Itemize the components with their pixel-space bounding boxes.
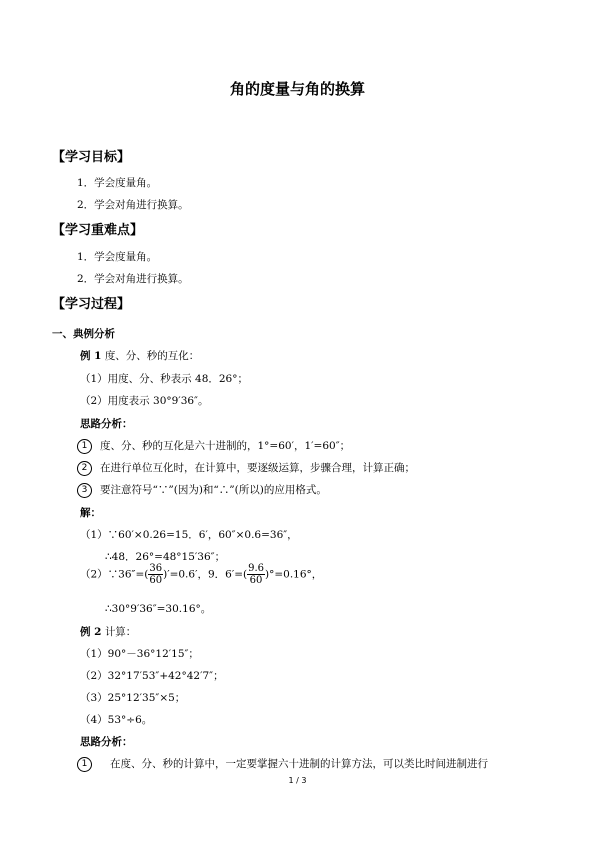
key-item-1: 1．学会度量角。: [77, 251, 158, 263]
circled-number: 1: [77, 757, 92, 772]
goal-item-1: 1．学会度量角。: [77, 177, 158, 189]
example-2-question-1: （1）90°－36°12′15″；: [80, 648, 199, 660]
example-2-question-4: （4）53°÷6。: [80, 714, 153, 726]
section-key-points-heading: 【学习重难点】: [52, 223, 144, 238]
circled-number: 1: [77, 439, 92, 454]
example-2-question-3: （3）25°12′35″×5；: [80, 692, 186, 704]
example-2-label: 例 2: [80, 626, 102, 638]
example-1-question-1: （1）用度、分、秒表示 48．26°；: [80, 373, 248, 385]
example-1-label: 例 1: [80, 350, 102, 362]
example-2-analysis-1: 1 在度、分、秒的计算中，一定要掌握六十进制的计算方法，可以类比时间进制进行: [77, 756, 488, 772]
example-2-line: [80, 624, 136, 639]
example-1-question-2: （2）用度表示 30°9′36″。: [80, 395, 209, 407]
section-process-heading: 【学习过程】: [52, 297, 131, 312]
example-1-analysis-label: 思路分析：: [80, 418, 133, 430]
solution-step-1b: ∴48．26°=48°15′36″；: [105, 551, 226, 563]
page-title: 角的度量与角的换算: [229, 80, 365, 98]
part-one-heading: 一、典例分析: [52, 328, 115, 340]
solution-step-2b: ∴30°9′36″=30.16°。: [105, 603, 212, 615]
section-goals-heading: 【学习目标】: [52, 150, 131, 165]
key-item-2: 2．学会对角进行换算。: [77, 273, 189, 285]
example-1-analysis-3: 3 要注意符号“∵”(因为)和“∴”(所以)的应用格式。: [77, 482, 327, 498]
page-number: 1 / 3: [288, 776, 307, 785]
solution-step-1: （1）∵60′×0.26=15．6′，60″×0.6=36″，: [80, 529, 298, 541]
circled-number: 2: [77, 461, 92, 476]
solution-step-2: （2）∵36″=( $\frac{36}{60}$ )′=0.6′，9．6′=( $\frac{9.6}{60}$ )°=0.16°，: [80, 563, 323, 586]
example-1-desc: 度、分、秒的互化：: [104, 350, 200, 362]
example-2-question-2: （2）32°17′53″+42°42′7″；: [80, 670, 224, 682]
example-1-analysis-2: 2 在进行单位互化时，在计算中，要逐级运算，步骤合理，计算正确；: [77, 460, 415, 476]
circled-number: 3: [77, 483, 92, 498]
example-1-solution-label: 解：: [80, 507, 101, 519]
example-1-analysis-1: 1 度、分、秒的互化是六十进制的，1°=60′，1′=60″；: [77, 438, 350, 454]
fraction: $\frac{9.6}{60}$: [248, 563, 264, 586]
fraction: $\frac{36}{60}$: [149, 563, 163, 586]
goal-item-2: 2．学会对角进行换算。: [77, 199, 189, 211]
example-1-line: [80, 348, 199, 363]
example-2-desc: 计算：: [104, 626, 137, 638]
example-2-analysis-label: 思路分析：: [80, 736, 133, 748]
